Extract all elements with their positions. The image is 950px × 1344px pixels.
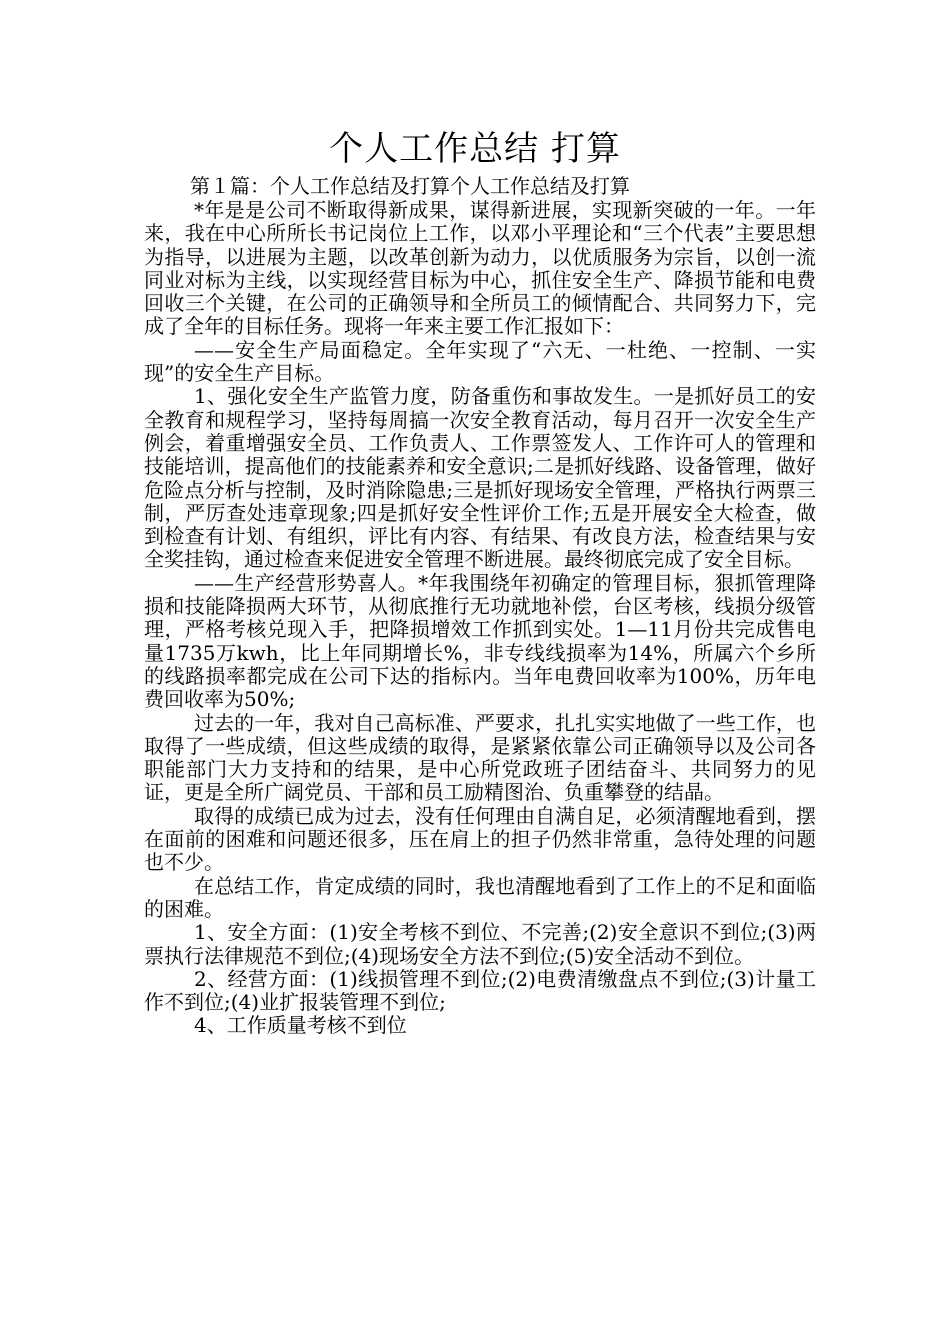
body-paragraph: 4、工作质量考核不到位 xyxy=(194,1013,407,1038)
body-paragraph: ——安全生产局面稳定。全年实现了“六无、一杜绝、一控制、一实现”的安全生产目标。 xyxy=(144,337,816,386)
body-paragraph: 1、安全方面：(1)安全考核不到位、不完善;(2)安全意识不到位;(3)两票执行法律规范不到位;(4)现场安全方法不到位;(5)安全活动不到位。 xyxy=(144,920,816,968)
document-body xyxy=(144,199,816,1038)
body-paragraph: 1、强化安全生产监管力度，防备重伤和事故发生。一是抓好员工的安全教育和规程学习，坚持每周搞一次安全教育活动，每月召开一次安全生产例会，着重增强安全员、工作负责人、工作票签发人、工作许可人的管理和技能培训，提高他们的技能素养和安全意识;二是抓好线路、设备管理，做好危险点分析与控制，及时消除隐患;三是抓好现场安全管理，严格执行两票三制，严厉查处违章现象;四是抓好安全性评价工作;五是开展安全大检查，做到检查有计划、有组织，评比有内容、有结果、有改良方法，检查结果与安全奖挂钩，通过检查来促进安全管理不断进展。最终彻底完成了安全目标。 xyxy=(144,384,816,572)
body-paragraph: 过去的一年，我对自己高标准、严要求，扎扎实实地做了一些工作，也取得了一些成绩，但这些成绩的取得，是紧紧依靠公司正确领导以及公司各职能部门大力支持和的结果，是中心所党政班子团结奋斗、共同努力的见证，更是全所广阔党员、干部和员工励精图治、负重攀登的结晶。 xyxy=(144,710,816,805)
body-paragraph: ——生产经营形势喜人。*年我围绕年初确定的管理目标，狠抓管理降损和技能降损两大环节，从彻底推行无功就地补偿，台区考核，线损分级管理，严格考核兑现入手，把降损增效工作抓到实处。1—11月份共完成售电量1735万kwh，比上年同期增长%，非专线线损率为14%，所属六个乡所的线路损率都完成在公司下达的指标内。当年电费回收率为100%，历年电费回收率为50%; xyxy=(144,570,816,712)
document-subtitle: 第１篇：个人工作总结及打算个人工作总结及打算 xyxy=(190,174,630,198)
body-paragraph: 2、经营方面：(1)线损管理不到位;(2)电费清缴盘点不到位;(3)计量工作不到位;(4)业扩报装管理不到位; xyxy=(144,966,816,1015)
document-title: 个人工作总结 打算 xyxy=(329,129,621,169)
body-paragraph: *年是是公司不断取得新成果，谋得新进展，实现新突破的一年。一年来，我在中心所所长书记岗位上工作，以邓小平理论和“三个代表”主要思想为指导，以进展为主题，以改革创新为动力，以优质服务为宗旨，以创一流同业对标为主线，以实现经营目标为中心，抓住安全生产、降损节能和电费回收三个关键，在公司的正确领导和全所员工的倾情配合、共同努力下，完成了全年的目标任务。现将一年来主要工作汇报如下： xyxy=(144,198,816,339)
body-paragraph: 在总结工作，肯定成绩的同时，我也清醒地看到了工作上的不足和面临的困难。 xyxy=(144,873,816,921)
body-paragraph: 取得的成绩已成为过去，没有任何理由自满自足，必须清醒地看到，摆在面前的困难和问题还很多，压在肩上的担子仍然非常重，急待处理的问题也不少。 xyxy=(144,803,816,875)
